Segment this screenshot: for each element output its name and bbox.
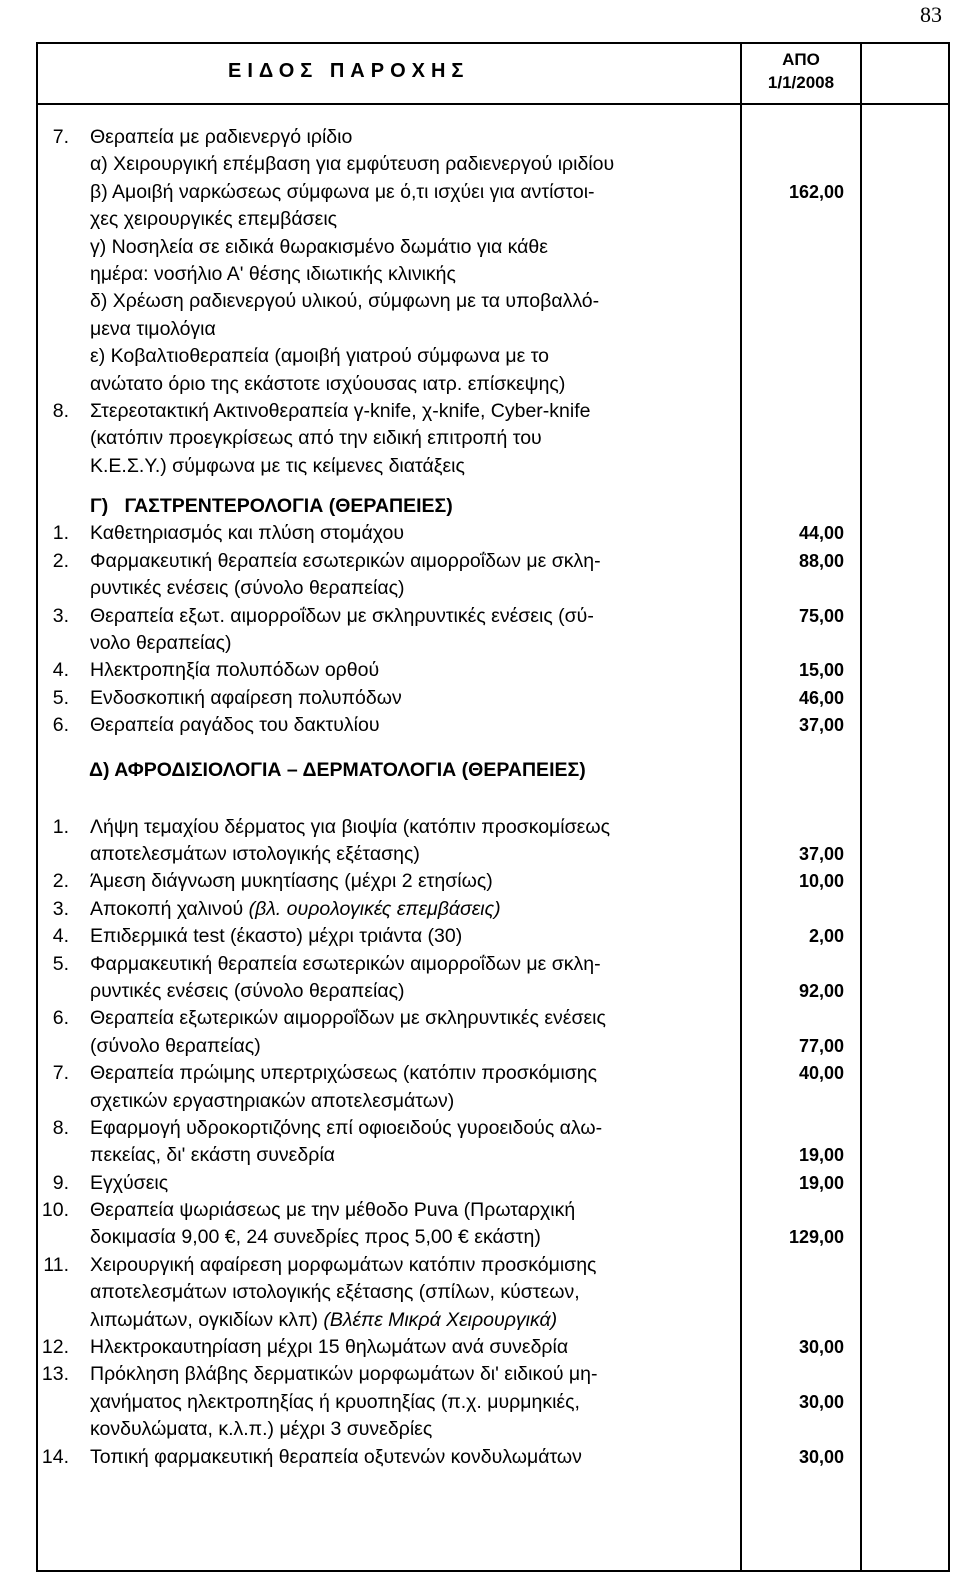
item-text-main: δ) Χρέωση ραδιενεργού υλικού, σύμφωνη με τα υποβαλλό- [90,290,600,313]
item-price: 162,00 [788,181,844,202]
item-text-main: πεκείας, δι' εκάστη συνεδρία [90,1144,335,1167]
item-number: 5. [52,686,69,709]
item-text-main: (κατόπιν προεγκρίσεως από την ειδική επιτροπή του [90,427,542,450]
item-text [90,1170,168,1197]
item-text [90,124,352,151]
item-text-main: Εφαρμογή υδροκορτιζόνης επί οφιοειδούς γυροειδούς αλω- [90,1116,603,1139]
item-text-main: χες χειρουργικές επεμβάσεις [90,208,338,231]
item-price: 75,00 [798,605,844,626]
header-date [742,48,860,94]
table-row [38,1088,950,1115]
table-row [38,630,950,657]
item-text-main: Ενδοσκοπική αφαίρεση πολυπόδων [90,686,402,709]
page-number: 83 [920,2,942,27]
table-row [38,1416,950,1443]
item-price: 46,00 [798,687,844,708]
table-row [38,1115,950,1142]
item-text [90,548,601,575]
table-row [38,316,950,343]
table-row [38,657,950,684]
item-text [90,575,405,602]
item-text-reference: (Βλέπε Μικρά Χειρουργικά) [323,1308,558,1331]
item-text [90,1033,261,1060]
item-price: 30,00 [798,1337,844,1358]
item-text [90,206,337,233]
item-text-main: Επιδερμικά test (έκαστο) μέχρι τριάντα (30) [90,925,463,948]
table-row [38,575,950,602]
table-row [38,288,950,315]
table-row [38,1197,950,1224]
table-row [38,1389,950,1416]
item-price: 37,00 [798,715,844,736]
table-row [38,398,950,425]
table-row [38,1005,950,1032]
table-row [38,1170,950,1197]
block-radiotherapy [38,124,950,480]
item-text [90,151,614,178]
item-text [90,1279,580,1306]
section-title-derma: Δ) ΑΦΡΟΔΙΣΙΟΛΟΓΙΑ – ΔΕΡΜΑΤΟΛΟΓΙΑ (ΘΕΡΑΠΕΙΕΣ) [89,758,586,781]
table-row [38,179,950,206]
item-text-main: Λήψη τεμαχίου δέρματος για βιοψία (κατόπιν προσκομίσεως [90,815,610,838]
table-row [38,343,950,370]
table-row [38,124,950,151]
item-number: 7. [52,126,69,148]
table-row [38,814,950,841]
item-text [90,316,216,343]
item-text-main: ρυντικές ενέσεις (σύνολο θεραπείας) [90,577,405,600]
item-number: 6. [52,1007,69,1030]
item-text-main: Κ.Ε.Σ.Υ.) σύμφωνα με τις κείμενες διατάξεις [90,454,465,477]
item-text-main: Ηλεκτροπηξία πολυπόδων ορθού [90,659,380,682]
header-date-line1: ΑΠΟ [782,50,820,69]
table-row [38,371,950,398]
item-price: 88,00 [798,550,844,571]
item-text [90,630,232,657]
table-row [38,1361,950,1388]
item-number: 1. [52,815,69,838]
item-text-main: ανώτατο όριο της εκάστοτε ισχύουσας ιατρ. επίσκεψης) [90,372,566,395]
item-price: 129,00 [788,1227,844,1248]
item-price: 37,00 [798,843,844,864]
item-number: 5. [52,952,69,975]
item-text [90,603,594,630]
item-text-main: Αποκοπή χαλινού [90,897,249,920]
section-heading-row [38,753,950,787]
item-text [90,1252,596,1279]
section-heading-row [38,493,950,520]
item-text-main: Εγχύσεις [90,1171,169,1194]
item-text [90,343,549,370]
item-text [90,1060,597,1087]
item-price: 2,00 [808,926,844,947]
item-text-main: Άμεση διάγνωση μυκητίασης (μέχρι 2 ετησίως) [90,870,493,893]
item-text-main: Φαρμακευτική θεραπεία εσωτερικών αιμορροΐδων με σκλη- [90,549,601,572]
item-text-main: Τοπική φαρμακευτική θεραπεία οξυτενών κονδυλωμάτων [90,1445,582,1468]
table-row [38,978,950,1005]
table-row [38,1142,950,1169]
item-number: 8. [52,1116,69,1139]
item-price: 15,00 [798,660,844,681]
item-text [90,712,380,739]
item-text-main: ημέρα: νοσήλιο Α' θέσης ιδιωτικής κλινικής [90,262,456,285]
item-text [90,288,599,315]
item-text-main: λιπωμάτων, ογκιδίων κλπ) [90,1308,324,1331]
table-row [38,712,950,739]
item-text [90,1416,432,1443]
item-text-main: Θεραπεία ψωριάσεως με την μέθοδο Puva (Πρωταρχική [90,1199,576,1222]
item-text [90,520,404,547]
table-body [38,124,950,1471]
item-price: 92,00 [798,980,844,1001]
table-row [38,868,950,895]
section-title-gastro: Γ) ΓΑΣΤΡΕΝΤΕΡΟΛΟΓΙΑ (ΘΕΡΑΠΕΙΕΣ) [90,495,453,518]
block-gastro [38,520,950,739]
item-number: 11. [43,1253,69,1276]
item-text-main: Θεραπεία εξωτ. αιμορροΐδων με σκληρυντικές ενέσεις (σύ- [90,604,594,627]
item-text-main: Θεραπεία πρώιμης υπερτριχώσεως (κατόπιν προσκόμισης [90,1062,597,1085]
item-text-main: α) Χειρουργική επέμβαση για εμφύτευση ραδιενεργού ιριδίου [90,153,615,176]
item-text-main: Ηλεκτροκαυτηρίαση μέχρι 15 θηλωμάτων ανά συνεδρία [90,1336,569,1359]
item-text-reference: (βλ. ουρολογικές επεμβάσεις) [248,897,501,920]
item-text-main: αποτελεσμάτων ιστολογικής εξέτασης (σπίλων, κύστεων, [90,1281,580,1304]
table-row [38,685,950,712]
table-row [38,951,950,978]
item-number: 7. [52,1062,69,1085]
item-text [90,923,462,950]
item-text [90,1361,598,1388]
item-text [90,398,590,425]
item-text [90,685,402,712]
table-row [38,425,950,452]
item-text-main: νολο θεραπείας) [90,632,232,655]
item-text-main: χανήματος ηλεκτροπηξίας ή κρυοπηξίας (π.χ. μυρμηκιές, [90,1390,580,1413]
item-text-main: κονδυλώματα, κ.λ.π.) μέχρι 3 συνεδρίες [90,1418,433,1441]
item-number: 10. [41,1199,69,1222]
item-text [90,1005,606,1032]
item-price: 19,00 [798,1172,844,1193]
item-text-main: β) Αμοιβή ναρκώσεως σύμφωνα με ό,τι ισχύει για αντίστοι- [90,180,595,203]
item-text-main: Καθετηριασμός και πλύση στομάχου [90,522,405,545]
item-text-main: Φαρμακευτική θεραπεία εσωτερικών αιμορροΐδων με σκλη- [90,952,601,975]
item-price: 30,00 [798,1446,844,1467]
table-row [38,841,950,868]
item-price: 30,00 [798,1391,844,1412]
table-row [38,151,950,178]
item-text [90,425,542,452]
table-row [38,1252,950,1279]
item-text-main: σχετικών εργαστηριακών αποτελεσμάτων) [90,1089,455,1112]
table-row [38,1033,950,1060]
table-row [38,1224,950,1251]
table-row [38,548,950,575]
item-text [90,1197,575,1224]
item-number: 9. [52,1171,69,1194]
item-text-main: ρυντικές ενέσεις (σύνολο θεραπείας) [90,979,405,1002]
item-text [90,1142,335,1169]
item-text-main: (σύνολο θεραπείας) [90,1034,261,1057]
item-text [90,371,565,398]
table-row [38,923,950,950]
item-price: 19,00 [798,1145,844,1166]
item-number: 1. [52,522,69,545]
item-text-main: Χειρουργική αφαίρεση μορφωμάτων κατόπιν προσκόμισης [90,1253,597,1276]
table-row [38,1334,950,1361]
table-row [38,520,950,547]
item-text [90,1224,541,1251]
item-text [90,868,493,895]
item-number: 12. [41,1336,69,1359]
table-row [38,1279,950,1306]
table-row [38,206,950,233]
item-text-main: Θεραπεία με ραδιενεργό ιρίδιο [90,126,353,148]
table-row [38,453,950,480]
item-text [90,234,548,261]
item-text [90,1389,580,1416]
item-text-main: αποτελεσμάτων ιστολογικής εξέτασης) [90,842,420,865]
item-number: 13. [41,1363,69,1386]
header-date-line2: 1/1/2008 [767,73,835,92]
item-price: 77,00 [798,1035,844,1056]
item-text [90,1334,568,1361]
table-row [38,261,950,288]
item-text-main: ε) Κοβαλτιοθεραπεία (αμοιβή γιατρού σύμφωνα με το [90,345,550,368]
item-text-main: Στερεοτακτική Ακτινοθεραπεία γ-knife, χ-knife, Cyber-knife [90,399,591,422]
item-text-main: γ) Νοσηλεία σε ειδικά θωρακισμένο δωμάτιο για κάθε [90,235,548,258]
item-text [90,453,465,480]
item-text [90,978,405,1005]
item-text [90,657,379,684]
table-row [38,1307,950,1334]
item-text [90,896,501,923]
table-row [38,234,950,261]
item-text-main: Θεραπεία εξωτερικών αιμορροΐδων με σκληρυντικές ενέσεις [90,1007,606,1030]
item-text [90,951,601,978]
item-text [90,1088,454,1115]
table-row [38,603,950,630]
item-price: 44,00 [798,523,844,544]
item-text-main: Πρόκληση βλάβης δερματικών μορφωμάτων δι' ειδικού μη- [90,1363,598,1386]
item-text [90,1307,557,1334]
item-text [90,261,456,288]
item-number: 4. [52,659,69,682]
item-text [90,841,420,868]
item-text-main: δοκιμασία 9,00 €, 24 συνεδρίες προς 5,00 € εκάστη) [90,1226,541,1249]
item-price: 40,00 [798,1063,844,1084]
header-rule [38,103,948,105]
block-derma [38,814,950,1471]
item-text [90,814,610,841]
table-row [38,1444,950,1471]
item-text-main: Θεραπεία ραγάδος του δακτυλίου [90,714,380,737]
table-row [38,896,950,923]
item-text [90,179,595,206]
item-number: 14. [41,1445,69,1468]
table-row [38,1060,950,1087]
item-text-main: μενα τιμολόγια [90,317,216,340]
item-number: 8. [52,399,69,422]
item-text [90,1115,602,1142]
item-number: 3. [52,897,69,920]
item-text [90,1444,582,1471]
price-table [36,42,950,1572]
item-price: 10,00 [798,871,844,892]
item-number: 3. [52,604,69,627]
item-number: 4. [52,925,69,948]
item-number: 2. [52,870,69,893]
item-number: 2. [52,549,69,572]
header-title: ΕΙΔΟΣ ΠΑΡΟΧΗΣ [228,60,470,82]
item-number: 6. [52,714,69,737]
